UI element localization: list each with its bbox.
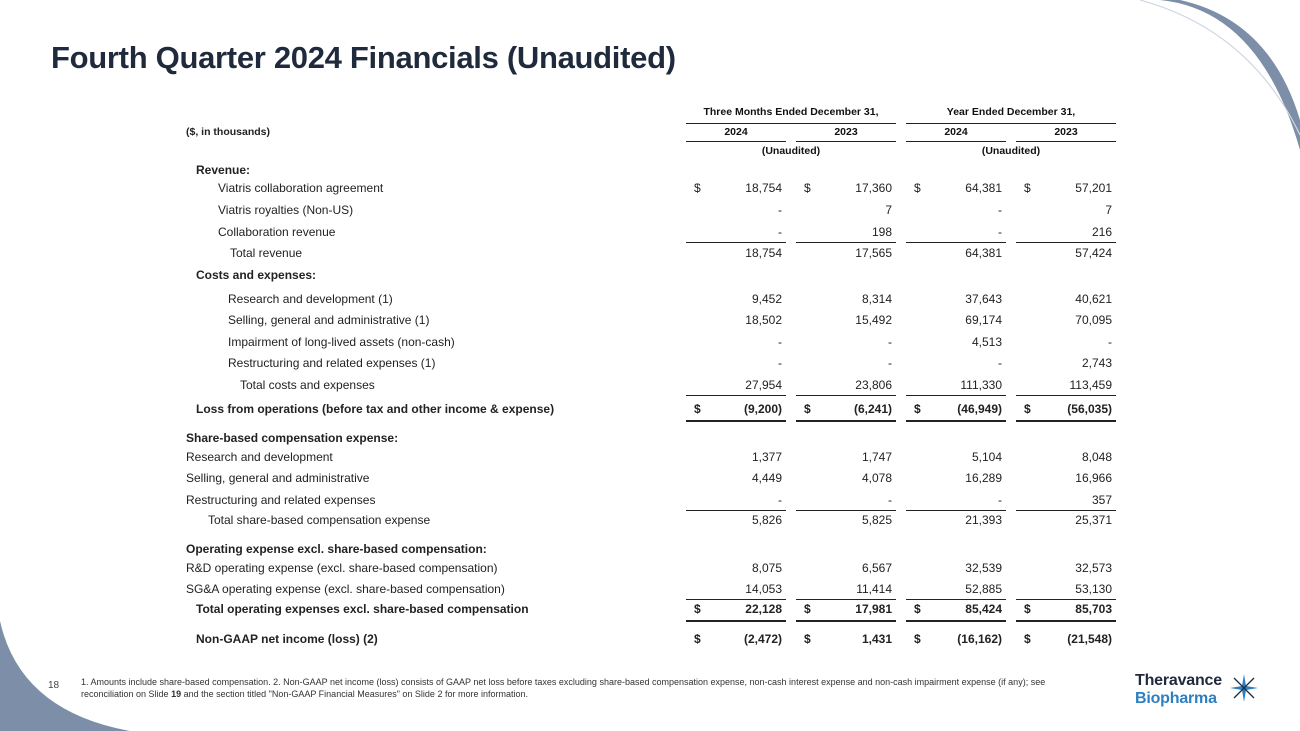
table-cell: 5,825: [861, 513, 892, 527]
table-cell: (56,035): [1067, 402, 1112, 416]
year-col-4: 2023: [1054, 126, 1078, 138]
table-cell: 4,513: [971, 335, 1002, 349]
subtotal-rule: [906, 599, 1006, 600]
table-cell: 6,567: [861, 561, 892, 575]
table-cell: 25,371: [1075, 513, 1112, 527]
table-cell: 1,747: [861, 450, 892, 464]
total-rule: [796, 420, 896, 422]
table-cell: 40,621: [1075, 292, 1112, 306]
page-title: Fourth Quarter 2024 Financials (Unaudited): [51, 40, 676, 75]
table-cell: 16,966: [1075, 471, 1112, 485]
table-cell: 4,078: [861, 471, 892, 485]
year-col-1: 2024: [724, 126, 748, 138]
table-cell: 16,289: [965, 471, 1002, 485]
row-label: R&D operating expense (excl. share-based compensation): [186, 561, 498, 575]
table-row: [0, 181, 1300, 201]
table-cell: -: [998, 356, 1002, 370]
table-cell: -: [888, 356, 892, 370]
table-cell: -: [778, 493, 782, 507]
table-row: [0, 203, 1300, 223]
subtotal-rule: [796, 510, 896, 511]
dollar-sign: $: [914, 602, 921, 616]
subtotal-rule: [1016, 510, 1116, 511]
table-cell: 21,393: [965, 513, 1002, 527]
subtotal-rule: [906, 242, 1006, 243]
dollar-sign: $: [1024, 181, 1031, 195]
row-label: Research and development: [186, 450, 333, 464]
dollar-sign: $: [694, 181, 701, 195]
table-row: [0, 163, 1300, 183]
table-cell: (16,162): [957, 632, 1002, 646]
dollar-sign: $: [804, 181, 811, 195]
row-label: Restructuring and related expenses (1): [228, 356, 436, 370]
section-header: Operating expense excl. share-based compensation:: [186, 542, 487, 556]
company-logo: [1135, 672, 1222, 708]
logo-star-icon: [1228, 672, 1260, 704]
total-rule: [686, 620, 786, 622]
table-row: [0, 602, 1300, 622]
table-cell: 18,754: [745, 181, 782, 195]
dollar-sign: $: [914, 632, 921, 646]
table-cell: 15,492: [855, 313, 892, 327]
table-row: [0, 292, 1300, 312]
row-label: Viatris collaboration agreement: [218, 181, 384, 195]
footnote-text-b: and the section titled "Non-GAAP Financial Measures" on Slide 2 for more information.: [181, 689, 528, 699]
dollar-sign: $: [1024, 402, 1031, 416]
section-header: Revenue:: [196, 163, 251, 177]
table-cell: 64,381: [965, 246, 1002, 260]
dollar-sign: $: [804, 402, 811, 416]
table-cell: -: [778, 335, 782, 349]
table-cell: 8,075: [751, 561, 782, 575]
subtotal-rule: [686, 395, 786, 396]
footnote-slide-ref: 19: [171, 689, 182, 699]
table-cell: 23,806: [855, 378, 892, 392]
table-cell: -: [998, 493, 1002, 507]
table-cell: -: [888, 493, 892, 507]
total-rule: [906, 620, 1006, 622]
table-row: [0, 561, 1300, 581]
row-label: Viatris royalties (Non-US): [218, 203, 354, 217]
units-label: ($, in thousands): [186, 126, 270, 138]
table-cell: 57,424: [1075, 246, 1112, 260]
table-cell: 2,743: [1081, 356, 1112, 370]
row-label: Selling, general and administrative: [186, 471, 370, 485]
header-rule-1: [686, 123, 896, 124]
year-col-2: 2023: [834, 126, 858, 138]
table-cell: 17,565: [855, 246, 892, 260]
unaudited-label-2: (Unaudited): [981, 145, 1041, 157]
table-cell: 32,539: [965, 561, 1002, 575]
section-header: Costs and expenses:: [196, 268, 317, 282]
row-label: SG&A operating expense (excl. share-based compensation): [186, 582, 505, 596]
dollar-sign: $: [804, 602, 811, 616]
table-cell: 216: [1091, 225, 1112, 239]
subtotal-rule: [796, 242, 896, 243]
row-label: Total operating expenses excl. share-based compensation: [196, 602, 529, 616]
subtotal-rule: [686, 599, 786, 600]
total-rule: [1016, 420, 1116, 422]
table-cell: (2,472): [743, 632, 782, 646]
table-cell: 1,377: [751, 450, 782, 464]
unaudited-label-1: (Unaudited): [761, 145, 821, 157]
total-rule: [1016, 620, 1116, 622]
table-cell: (9,200): [743, 402, 782, 416]
dollar-sign: $: [694, 402, 701, 416]
table-row: [0, 450, 1300, 470]
table-row: [0, 246, 1300, 266]
table-row: [0, 335, 1300, 355]
logo-line-2: Biopharma: [1135, 690, 1217, 707]
dollar-sign: $: [804, 632, 811, 646]
dollar-sign: $: [694, 632, 701, 646]
subtotal-rule: [1016, 242, 1116, 243]
table-cell: 357: [1091, 493, 1112, 507]
table-cell: 5,104: [971, 450, 1002, 464]
subtotal-rule: [906, 510, 1006, 511]
table-cell: 70,095: [1075, 313, 1112, 327]
table-row: [0, 356, 1300, 376]
table-row: [0, 513, 1300, 533]
subtotal-rule: [1016, 599, 1116, 600]
table-cell: 7: [1105, 203, 1112, 217]
table-cell: 37,643: [965, 292, 1002, 306]
table-cell: (46,949): [957, 402, 1002, 416]
table-row: [0, 542, 1300, 562]
table-cell: 52,885: [965, 582, 1002, 596]
table-cell: -: [998, 203, 1002, 217]
header-year-ended: Year Ended December 31,: [946, 106, 1076, 118]
table-cell: -: [778, 225, 782, 239]
table-cell: 85,424: [965, 602, 1002, 616]
total-rule: [686, 420, 786, 422]
subtotal-rule: [686, 510, 786, 511]
table-cell: 17,360: [855, 181, 892, 195]
table-cell: 64,381: [965, 181, 1002, 195]
table-cell: -: [778, 203, 782, 217]
table-cell: 57,201: [1075, 181, 1112, 195]
total-rule: [796, 620, 896, 622]
table-cell: 32,573: [1075, 561, 1112, 575]
row-label: Loss from operations (before tax and other income & expense): [196, 402, 555, 416]
dollar-sign: $: [1024, 602, 1031, 616]
table-cell: -: [778, 356, 782, 370]
dollar-sign: $: [1024, 632, 1031, 646]
corner-swoosh-top-right: [1140, 0, 1300, 150]
table-cell: 7: [885, 203, 892, 217]
year-col-3: 2024: [944, 126, 968, 138]
table-cell: 198: [871, 225, 892, 239]
subtotal-rule: [796, 395, 896, 396]
table-row: [0, 402, 1300, 422]
row-label: Non-GAAP net income (loss) (2): [196, 632, 378, 646]
table-cell: 9,452: [751, 292, 782, 306]
header-three-months: Three Months Ended December 31,: [703, 106, 879, 118]
year-rule-3: [906, 141, 1006, 142]
year-rule-2: [796, 141, 896, 142]
row-label: Collaboration revenue: [218, 225, 336, 239]
dollar-sign: $: [694, 602, 701, 616]
row-label: Impairment of long-lived assets (non-cash): [228, 335, 455, 349]
subtotal-rule: [796, 599, 896, 600]
subtotal-rule: [686, 242, 786, 243]
table-cell: 4,449: [751, 471, 782, 485]
footnote-text-a: 1. Amounts include share-based compensation. 2. Non-GAAP net income (loss) consists of GAAP net loss before taxes excluding share-based compensation expense, non-cash interest expense and non-cash impairment expense (if any); see reconciliation on Slide: [81, 677, 1046, 699]
table-cell: 27,954: [745, 378, 782, 392]
row-label: Total share-based compensation expense: [208, 513, 431, 527]
table-cell: (6,241): [853, 402, 892, 416]
page-number: 18: [48, 680, 60, 691]
table-cell: (21,548): [1067, 632, 1112, 646]
subtotal-rule: [1016, 395, 1116, 396]
table-cell: 14,053: [745, 582, 782, 596]
table-row: [0, 431, 1300, 451]
table-cell: 69,174: [965, 313, 1002, 327]
footnote: [81, 676, 1091, 700]
table-cell: 53,130: [1075, 582, 1112, 596]
table-cell: 8,314: [861, 292, 892, 306]
table-cell: 18,502: [745, 313, 782, 327]
row-label: Total revenue: [230, 246, 303, 260]
table-row: [0, 632, 1300, 652]
total-rule: [906, 420, 1006, 422]
subtotal-rule: [906, 395, 1006, 396]
table-cell: 111,330: [960, 378, 1002, 392]
table-cell: 113,459: [1069, 378, 1112, 392]
table-cell: 18,754: [745, 246, 782, 260]
table-row: [0, 313, 1300, 333]
table-cell: 85,703: [1075, 602, 1112, 616]
table-cell: 8,048: [1081, 450, 1112, 464]
table-cell: -: [888, 335, 892, 349]
table-cell: 5,826: [751, 513, 782, 527]
row-label: Total costs and expenses: [240, 378, 375, 392]
table-cell: 17,981: [855, 602, 892, 616]
table-cell: -: [1108, 335, 1112, 349]
row-label: Selling, general and administrative (1): [228, 313, 430, 327]
table-cell: 11,414: [856, 582, 892, 596]
table-cell: -: [998, 225, 1002, 239]
table-row: [0, 471, 1300, 491]
year-rule-4: [1016, 141, 1116, 142]
row-label: Research and development (1): [228, 292, 393, 306]
dollar-sign: $: [914, 402, 921, 416]
section-header: Share-based compensation expense:: [186, 431, 399, 445]
logo-line-1: Theravance: [1135, 672, 1222, 689]
year-rule-1: [686, 141, 786, 142]
table-cell: 1,431: [861, 632, 892, 646]
dollar-sign: $: [914, 181, 921, 195]
table-row: [0, 268, 1300, 288]
table-cell: 22,128: [745, 602, 782, 616]
row-label: Restructuring and related expenses: [186, 493, 376, 507]
header-rule-2: [906, 123, 1116, 124]
